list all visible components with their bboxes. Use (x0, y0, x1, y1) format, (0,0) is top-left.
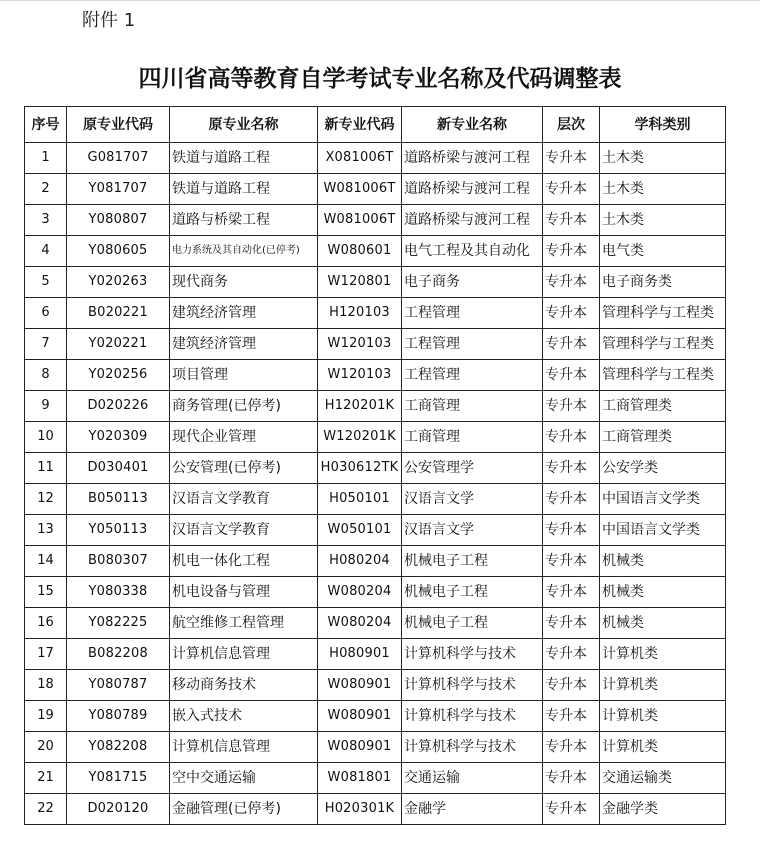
cell-old-name: 铁道与道路工程 (170, 143, 318, 174)
cell-category: 土木类 (600, 143, 726, 174)
cell-no: 6 (25, 298, 67, 329)
cell-new-code: W080204 (318, 608, 402, 639)
cell-no: 4 (25, 236, 67, 267)
cell-old-code: Y080605 (67, 236, 170, 267)
table-row (25, 329, 726, 360)
cell-level: 专升本 (543, 608, 600, 639)
cell-new-name: 汉语言文学 (402, 484, 543, 515)
cell-new-code: H050101 (318, 484, 402, 515)
table-row (25, 143, 726, 174)
cell-level: 专升本 (543, 546, 600, 577)
header-no: 序号 (25, 107, 67, 143)
cell-new-code: W120103 (318, 329, 402, 360)
cell-level: 专升本 (543, 205, 600, 236)
cell-new-name: 工商管理 (402, 422, 543, 453)
cell-old-code: Y020221 (67, 329, 170, 360)
cell-no: 14 (25, 546, 67, 577)
cell-no: 8 (25, 360, 67, 391)
cell-old-name: 金融管理(已停考) (170, 794, 318, 825)
cell-new-code: W081801 (318, 763, 402, 794)
cell-category: 土木类 (600, 174, 726, 205)
cell-no: 5 (25, 267, 67, 298)
cell-old-code: B080307 (67, 546, 170, 577)
cell-no: 11 (25, 453, 67, 484)
cell-old-name: 移动商务技术 (170, 670, 318, 701)
table-body (25, 143, 726, 825)
cell-old-code: B020221 (67, 298, 170, 329)
cell-new-code: W081006T (318, 205, 402, 236)
cell-no: 22 (25, 794, 67, 825)
cell-category: 管理科学与工程类 (600, 298, 726, 329)
cell-level: 专升本 (543, 670, 600, 701)
cell-new-name: 电子商务 (402, 267, 543, 298)
cell-category: 交通运输类 (600, 763, 726, 794)
cell-new-name: 道路桥梁与渡河工程 (402, 174, 543, 205)
cell-old-name: 汉语言文学教育 (170, 484, 318, 515)
cell-level: 专升本 (543, 453, 600, 484)
cell-category: 中国语言文学类 (600, 515, 726, 546)
cell-old-code: Y080338 (67, 577, 170, 608)
cell-new-code: W050101 (318, 515, 402, 546)
cell-no: 16 (25, 608, 67, 639)
cell-new-name: 机械电子工程 (402, 546, 543, 577)
table-row (25, 236, 726, 267)
cell-old-name: 现代企业管理 (170, 422, 318, 453)
cell-category: 中国语言文学类 (600, 484, 726, 515)
cell-level: 专升本 (543, 732, 600, 763)
cell-new-code: W080901 (318, 701, 402, 732)
cell-old-name: 机电设备与管理 (170, 577, 318, 608)
cell-old-code: Y082208 (67, 732, 170, 763)
cell-no: 13 (25, 515, 67, 546)
cell-no: 19 (25, 701, 67, 732)
cell-new-code: H120103 (318, 298, 402, 329)
cell-new-name: 交通运输 (402, 763, 543, 794)
cell-category: 金融学类 (600, 794, 726, 825)
cell-new-code: H020301K (318, 794, 402, 825)
table-row (25, 515, 726, 546)
table-row (25, 174, 726, 205)
cell-no: 18 (25, 670, 67, 701)
cell-old-code: Y080787 (67, 670, 170, 701)
table-row (25, 701, 726, 732)
cell-old-code: D030401 (67, 453, 170, 484)
cell-level: 专升本 (543, 391, 600, 422)
cell-new-name: 工程管理 (402, 329, 543, 360)
cell-old-name: 项目管理 (170, 360, 318, 391)
table-row (25, 298, 726, 329)
cell-old-name: 道路与桥梁工程 (170, 205, 318, 236)
cell-old-name: 嵌入式技术 (170, 701, 318, 732)
cell-old-code: D020120 (67, 794, 170, 825)
cell-level: 专升本 (543, 515, 600, 546)
table-row (25, 205, 726, 236)
cell-old-code: Y050113 (67, 515, 170, 546)
cell-new-code: H080204 (318, 546, 402, 577)
cell-new-code: H120201K (318, 391, 402, 422)
cell-old-code: Y080789 (67, 701, 170, 732)
cell-new-code: W120103 (318, 360, 402, 391)
cell-new-name: 金融学 (402, 794, 543, 825)
cell-old-name: 建筑经济管理 (170, 329, 318, 360)
table-row (25, 763, 726, 794)
cell-old-code: Y020256 (67, 360, 170, 391)
cell-level: 专升本 (543, 298, 600, 329)
cell-new-code: W120801 (318, 267, 402, 298)
cell-old-name: 商务管理(已停考) (170, 391, 318, 422)
cell-no: 15 (25, 577, 67, 608)
cell-new-name: 汉语言文学 (402, 515, 543, 546)
cell-no: 10 (25, 422, 67, 453)
cell-level: 专升本 (543, 484, 600, 515)
cell-new-code: W080901 (318, 732, 402, 763)
major-code-adjustment-table (24, 106, 726, 825)
cell-level: 专升本 (543, 577, 600, 608)
cell-old-code: G081707 (67, 143, 170, 174)
cell-no: 17 (25, 639, 67, 670)
table-row (25, 453, 726, 484)
table-row (25, 794, 726, 825)
cell-no: 9 (25, 391, 67, 422)
cell-level: 专升本 (543, 794, 600, 825)
cell-category: 机械类 (600, 577, 726, 608)
cell-old-code: Y020263 (67, 267, 170, 298)
cell-old-name: 现代商务 (170, 267, 318, 298)
header-new-code: 新专业代码 (318, 107, 402, 143)
cell-new-name: 电气工程及其自动化 (402, 236, 543, 267)
cell-new-code: H080901 (318, 639, 402, 670)
cell-level: 专升本 (543, 267, 600, 298)
header-old-name: 原专业名称 (170, 107, 318, 143)
cell-new-code: W080204 (318, 577, 402, 608)
cell-new-name: 计算机科学与技术 (402, 701, 543, 732)
cell-old-code: B082208 (67, 639, 170, 670)
table-row (25, 577, 726, 608)
cell-new-name: 机械电子工程 (402, 577, 543, 608)
cell-category: 管理科学与工程类 (600, 329, 726, 360)
table-row (25, 422, 726, 453)
cell-new-name: 计算机科学与技术 (402, 732, 543, 763)
cell-old-code: Y080807 (67, 205, 170, 236)
cell-category: 计算机类 (600, 670, 726, 701)
cell-level: 专升本 (543, 236, 600, 267)
header-level: 层次 (543, 107, 600, 143)
cell-old-name: 电力系统及其自动化(已停考) (170, 236, 318, 267)
table-row (25, 670, 726, 701)
cell-no: 3 (25, 205, 67, 236)
cell-old-name: 汉语言文学教育 (170, 515, 318, 546)
cell-category: 土木类 (600, 205, 726, 236)
cell-new-name: 工商管理 (402, 391, 543, 422)
table-row (25, 732, 726, 763)
cell-no: 20 (25, 732, 67, 763)
cell-no: 7 (25, 329, 67, 360)
header-category: 学科类别 (600, 107, 726, 143)
cell-category: 机械类 (600, 608, 726, 639)
table-row (25, 360, 726, 391)
cell-old-name: 公安管理(已停考) (170, 453, 318, 484)
cell-new-name: 机械电子工程 (402, 608, 543, 639)
cell-old-name: 建筑经济管理 (170, 298, 318, 329)
cell-level: 专升本 (543, 701, 600, 732)
table-row (25, 391, 726, 422)
cell-no: 12 (25, 484, 67, 515)
cell-new-name: 道路桥梁与渡河工程 (402, 205, 543, 236)
cell-category: 公安学类 (600, 453, 726, 484)
cell-old-name: 计算机信息管理 (170, 732, 318, 763)
cell-old-name: 计算机信息管理 (170, 639, 318, 670)
cell-new-name: 道路桥梁与渡河工程 (402, 143, 543, 174)
cell-old-name: 航空维修工程管理 (170, 608, 318, 639)
cell-category: 计算机类 (600, 701, 726, 732)
cell-category: 计算机类 (600, 732, 726, 763)
cell-old-code: Y082225 (67, 608, 170, 639)
table-row (25, 267, 726, 298)
cell-new-name: 计算机科学与技术 (402, 670, 543, 701)
header-old-code: 原专业代码 (67, 107, 170, 143)
cell-old-name: 机电一体化工程 (170, 546, 318, 577)
header-new-name: 新专业名称 (402, 107, 543, 143)
table-row (25, 546, 726, 577)
cell-category: 工商管理类 (600, 422, 726, 453)
table-row (25, 639, 726, 670)
cell-new-code: W081006T (318, 174, 402, 205)
cell-new-name: 工程管理 (402, 360, 543, 391)
cell-old-code: Y081707 (67, 174, 170, 205)
cell-new-code: W080601 (318, 236, 402, 267)
cell-old-code: B050113 (67, 484, 170, 515)
table-row (25, 484, 726, 515)
page-top-border (0, 0, 760, 1)
cell-no: 2 (25, 174, 67, 205)
cell-level: 专升本 (543, 360, 600, 391)
cell-category: 电气类 (600, 236, 726, 267)
adjustment-table-container (24, 106, 726, 825)
cell-category: 机械类 (600, 546, 726, 577)
cell-category: 电子商务类 (600, 267, 726, 298)
cell-level: 专升本 (543, 639, 600, 670)
cell-old-name: 铁道与道路工程 (170, 174, 318, 205)
cell-new-code: X081006T (318, 143, 402, 174)
cell-level: 专升本 (543, 174, 600, 205)
cell-level: 专升本 (543, 763, 600, 794)
cell-category: 工商管理类 (600, 391, 726, 422)
cell-no: 1 (25, 143, 67, 174)
cell-category: 计算机类 (600, 639, 726, 670)
cell-level: 专升本 (543, 143, 600, 174)
cell-category: 管理科学与工程类 (600, 360, 726, 391)
document-title: 四川省高等教育自学考试专业名称及代码调整表 (138, 66, 622, 92)
cell-level: 专升本 (543, 422, 600, 453)
cell-new-name: 工程管理 (402, 298, 543, 329)
cell-no: 21 (25, 763, 67, 794)
cell-new-name: 公安管理学 (402, 453, 543, 484)
cell-old-code: D020226 (67, 391, 170, 422)
table-header-row (25, 107, 726, 143)
cell-old-code: Y020309 (67, 422, 170, 453)
cell-new-code: H030612TK (318, 453, 402, 484)
cell-new-code: W120201K (318, 422, 402, 453)
attachment-label: 附件 1 (82, 10, 136, 31)
cell-new-code: W080901 (318, 670, 402, 701)
cell-old-code: Y081715 (67, 763, 170, 794)
table-row (25, 608, 726, 639)
cell-old-name: 空中交通运输 (170, 763, 318, 794)
cell-level: 专升本 (543, 329, 600, 360)
cell-new-name: 计算机科学与技术 (402, 639, 543, 670)
